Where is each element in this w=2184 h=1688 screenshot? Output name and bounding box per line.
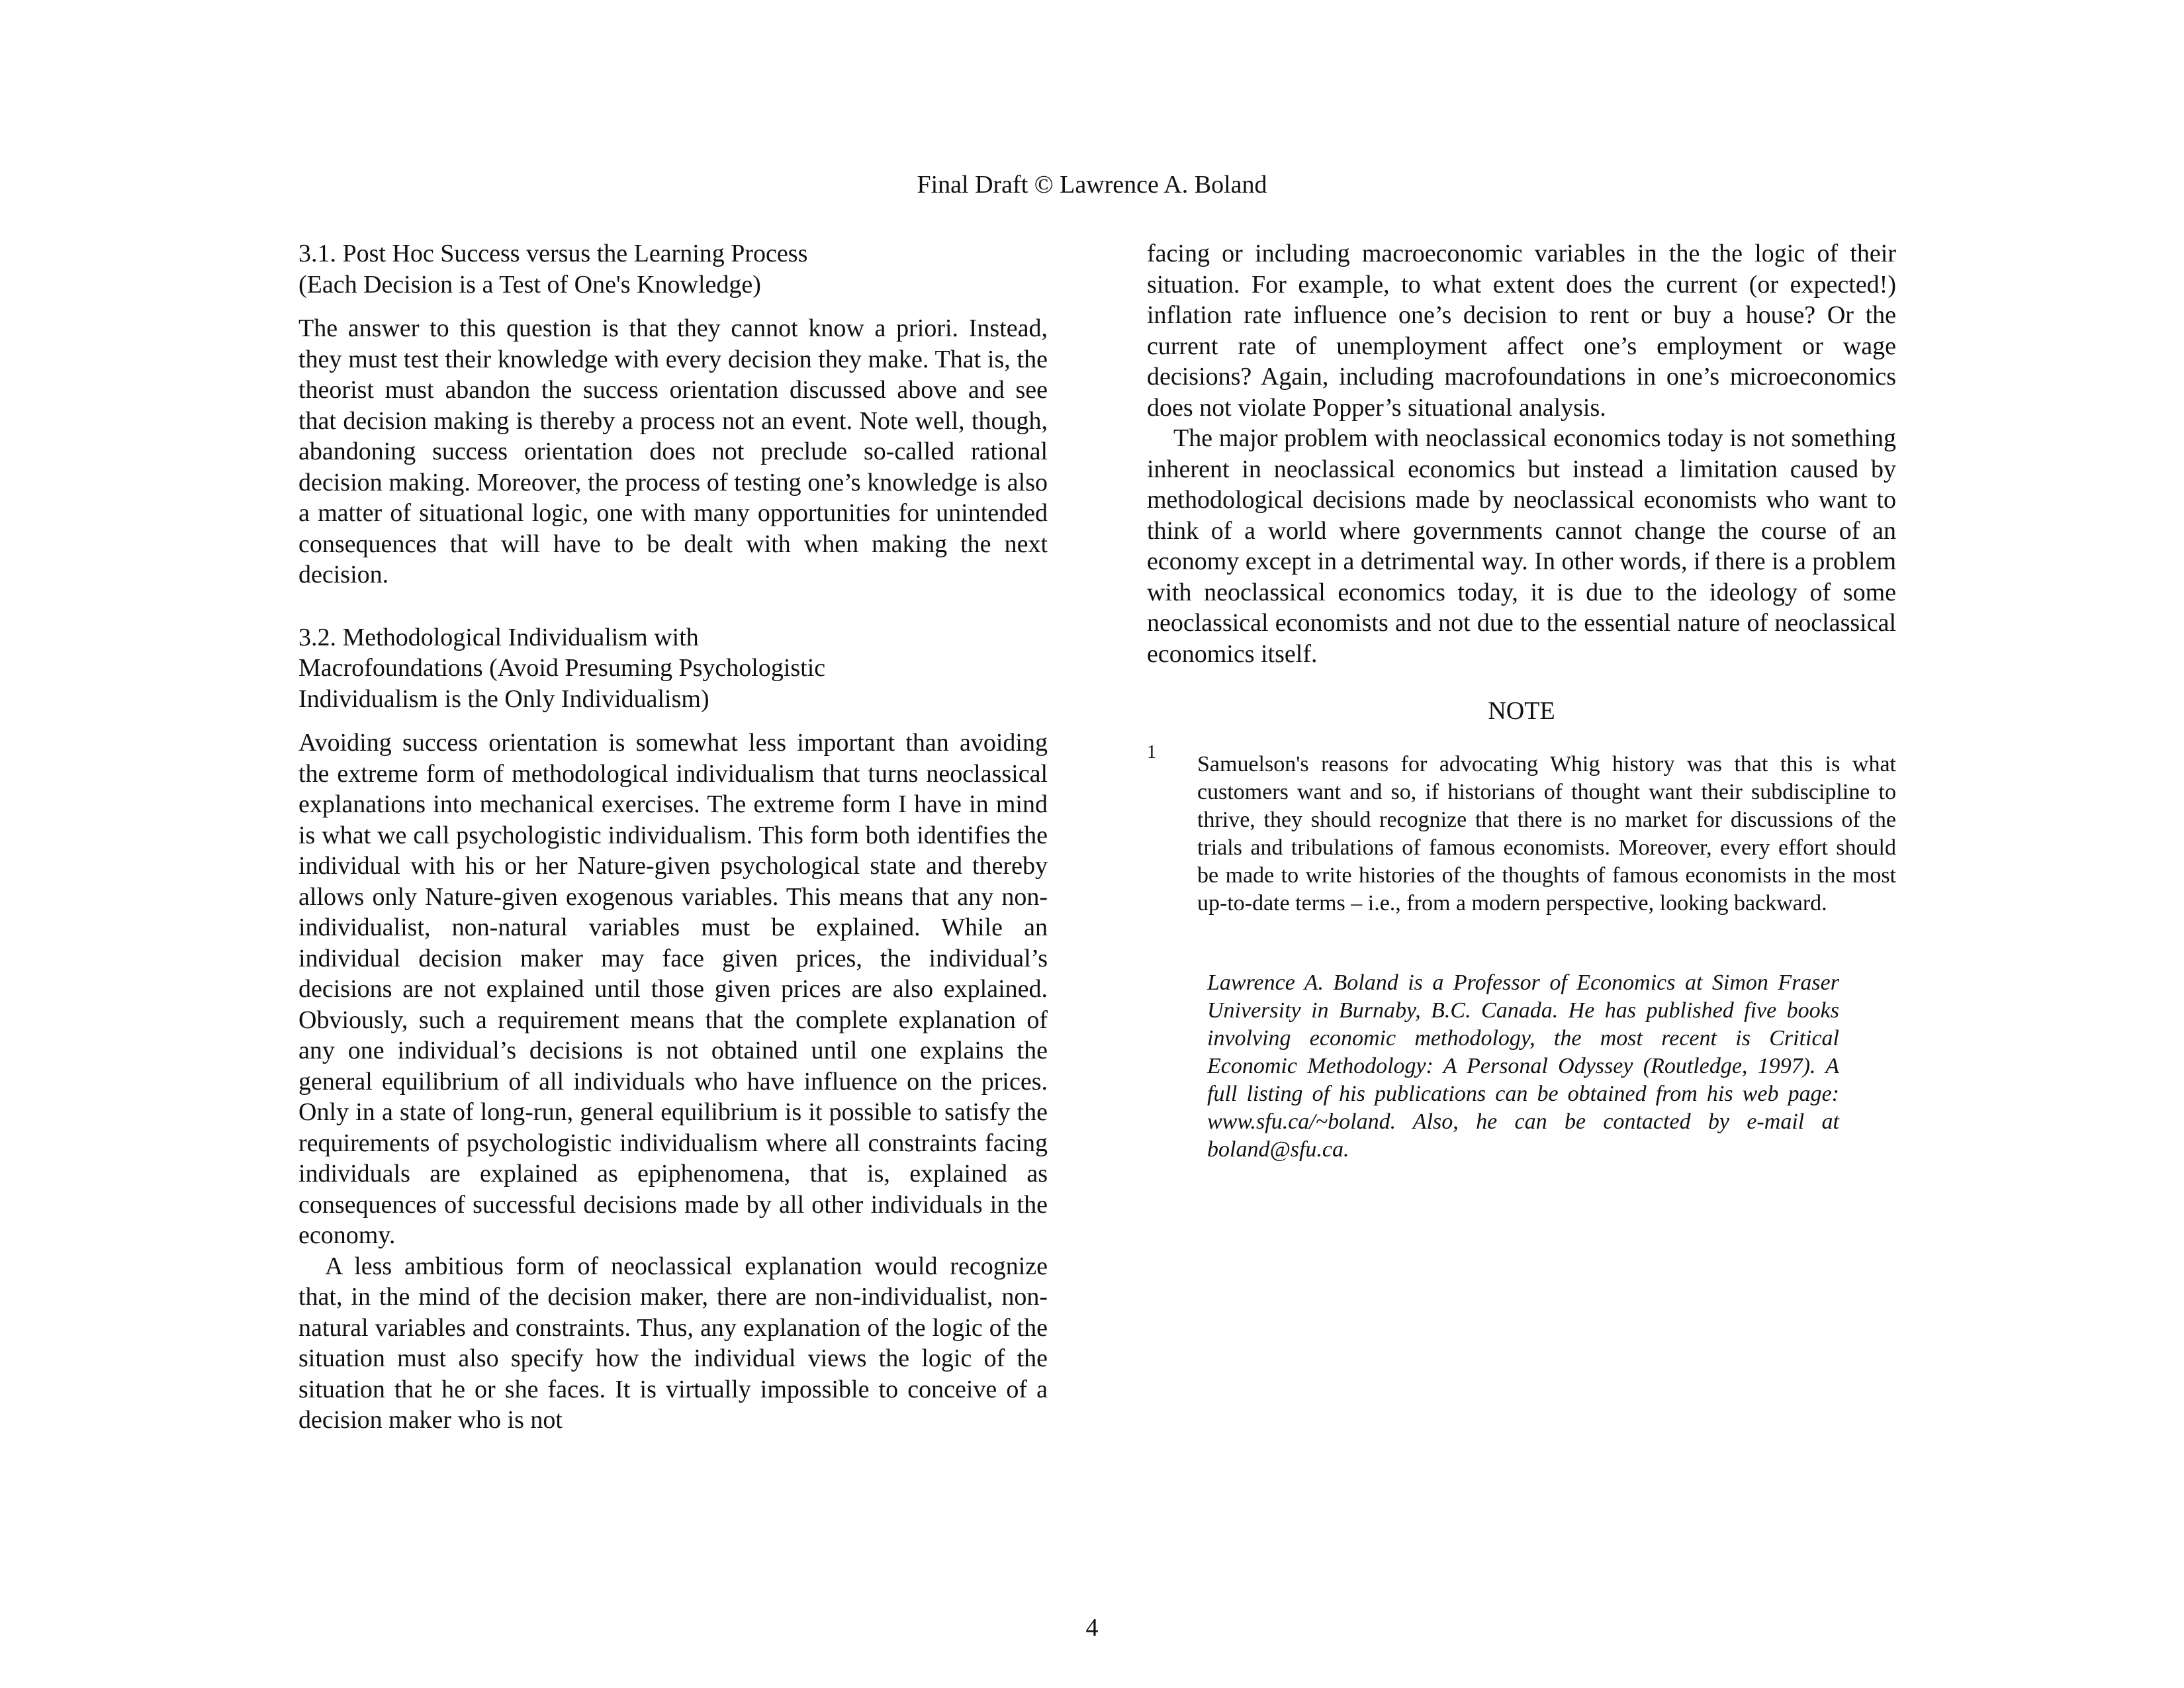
section-title-line: Macrofoundations (Avoid Presuming Psychologistic	[298, 654, 826, 682]
section-3-2-paragraph-1: Avoiding success orientation is somewhat less important than avoiding the extreme form of methodological individualism that turns neoclassical explanations into mechanical exercises. The extreme form I have in mind is what we call psychologistic individualism. This form both identifies the individual with his or her Nature-given psychological state and thereby allows only Nature-given exogenous variables. This means that any non-individualist, non-natural variables must be explained. While an individual decision maker may face given prices, the individual’s decisions are not explained until those given prices are also explained. Obviously, such a requirement means that the complete explanation of any one individual’s decisions is not obtained until one explains the general equilibrium of all individuals who have influence on the prices. Only in a state of long-run, general equilibrium is it possible to satisfy the requirements of psychologistic individualism where all constraints facing individuals are explained as epiphenomena, that is, explained as consequences of successful decisions made by all other individuals in the economy.	[298, 729, 1048, 1249]
author-bio: Lawrence A. Boland is a Professor of Economics at Simon Fraser University in Burnaby, B.C. Canada. He has published five books involving economic methodology, the most recent is Critical Economic Methodology: A Personal Odyssey (Routledge, 1997). A full listing of his publications can be obtained from his web page: www.sfu.ca/~boland. Also, he can be contacted by e-mail at boland@sfu.ca.	[1207, 970, 1839, 1162]
section-title-line: Individualism is the Only Individualism)	[298, 684, 709, 713]
notes-heading: NOTE	[1488, 697, 1555, 725]
section-title-line: 3.2. Methodological Individualism with	[298, 623, 699, 651]
section-3-2-title	[298, 622, 1048, 715]
section-3-1-paragraph: The answer to this question is that they cannot know a priori. Instead, they must test their knowledge with every decision they make. That is, the theorist must abandon the success orientation discussed above and see that decision making is thereby a process not an event. Note well, though, abandoning success orientation does not preclude so-called rational decision making. Moreover, the process of testing one’s knowledge is also a matter of situational logic, one with many opportunities for unintended consequences that will have to be dealt with when making the next decision.	[298, 314, 1048, 588]
section-title-line: 3.1. Post Hoc Success versus the Learning Process	[298, 240, 808, 267]
section-3-2-paragraph-2: A less ambitious form of neoclassical explanation would recognize that, in the mind of the decision maker, there are non-individualist, non-natural variables and constraints. Thus, any explanation of the logic of the situation must also specify how the individual views the logic of the situation that he or she faces. It is virtually impossible to conceive of a decision maker who is not	[298, 1252, 1048, 1434]
section-title-line: (Each Decision is a Test of One's Knowledge)	[298, 270, 761, 299]
section-3-1-title	[298, 238, 1048, 300]
continued-paragraph: facing or including macroeconomic variables in the the logic of their situation. For example, to what extent does the current (or expected!) inflation rate influence one’s decision to rent or buy a house? Or the current rate of unemployment affect one’s employment or wage decisions? Again, including macrofoundations in one’s microeconomics does not violate Popper’s situational analysis.	[1147, 240, 1896, 422]
footnote-number: 1	[1147, 741, 1156, 763]
left-column	[298, 238, 1048, 1436]
right-column	[1147, 238, 1896, 1164]
running-header: Final Draft © Lawrence A. Boland	[917, 171, 1267, 199]
footnote-1	[1147, 741, 1896, 917]
conclusion-paragraph: The major problem with neoclassical economics today is not something inherent in neoclassical economics but instead a limitation caused by methodological decisions made by neoclassical economists who want to think of a world where governments cannot change the course of an economy except in a detrimental way. In other words, if there is a problem with neoclassical economics today, it is due to the ideology of some neoclassical economists and not due to the essential nature of neoclassical economics itself.	[1147, 424, 1896, 668]
footnote-text: Samuelson's reasons for advocating Whig history was that this is what customers want and so, if historians of thought want their subdiscipline to thrive, they should recognize that there is no market for discussions of the trials and tribulations of famous economists. Moreover, every effort should be made to write histories of the thoughts of famous economists in the most up-to-date terms – i.e., from a modern perspective, looking backward.	[1197, 751, 1896, 915]
page-number: 4	[1085, 1614, 1099, 1642]
